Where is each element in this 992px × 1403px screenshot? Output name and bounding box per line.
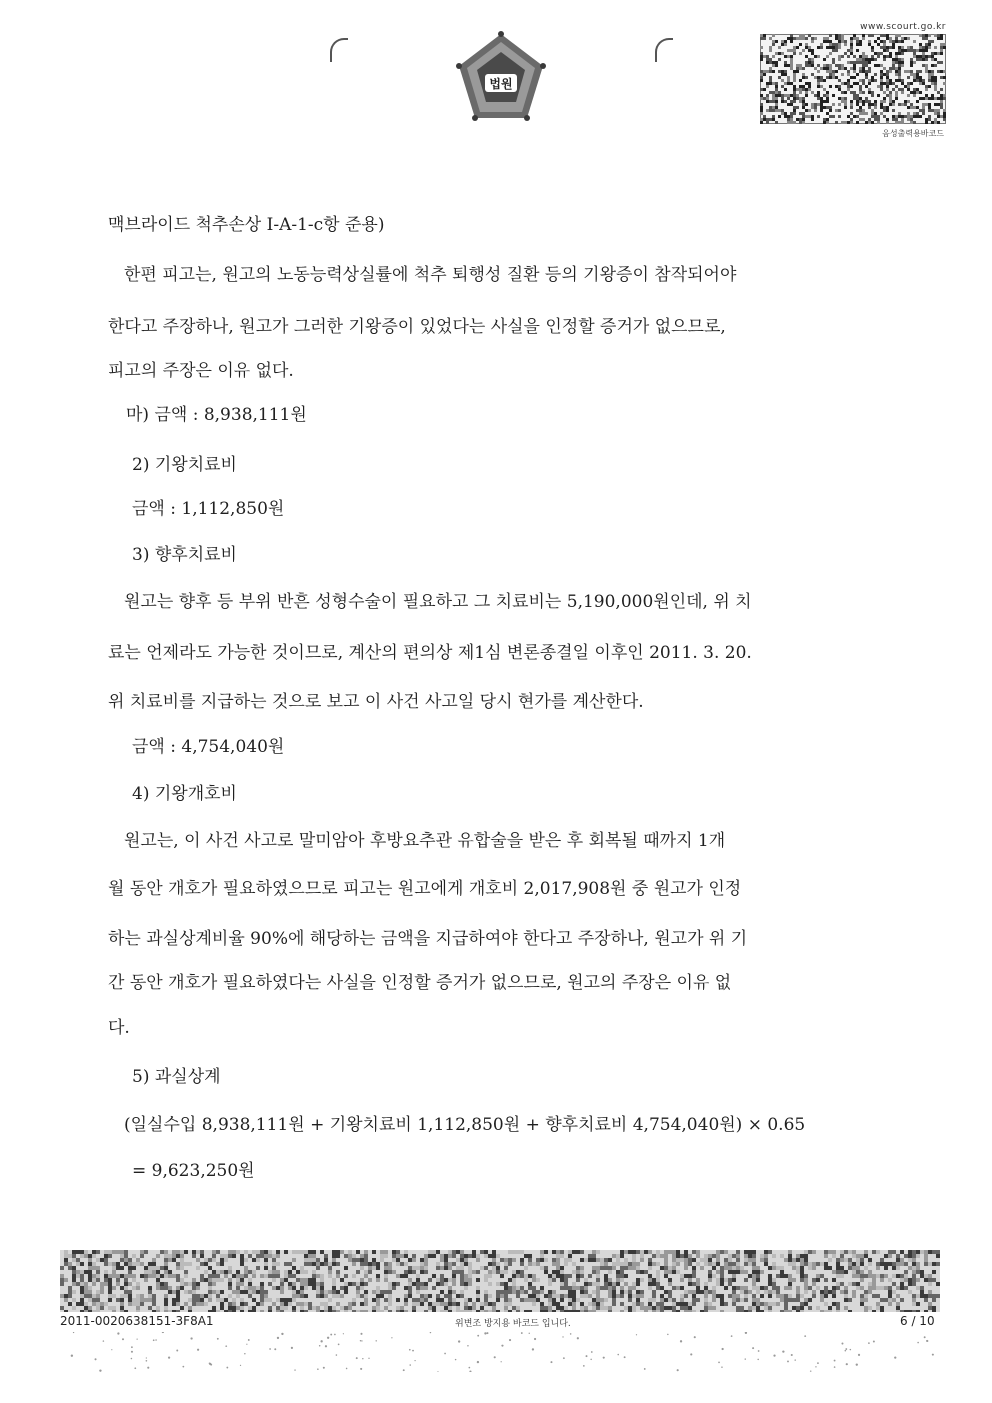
stamp-mark-right (655, 38, 673, 62)
text-line: 금액 : 4,754,040원 (132, 737, 285, 757)
text-line: 한다고 주장하나, 원고가 그러한 기왕증이 있었다는 사실을 인정할 증거가 없으므로, (108, 317, 726, 337)
anti-forgery-barcode-icon (60, 1250, 940, 1312)
emblem-text: 법원 (489, 77, 513, 91)
text-line: 하는 과실상계비율 90%에 해당하는 금액을 지급하여야 한다고 주장하나, 원고가 위 기 (108, 929, 748, 949)
text-line: (일실수입 8,938,111원 + 기왕치료비 1,112,850원 + 향후치료비 4,754,040원) × 0.65 (124, 1115, 806, 1135)
scan-noise (60, 1332, 940, 1372)
document-id: 2011-0020638151-3F8A1 (60, 1314, 214, 1328)
text-line: 간 동안 개호가 필요하였다는 사실을 인정할 증거가 없으므로, 원고의 주장은 이유 없 (108, 973, 732, 993)
text-line: 마) 금액 : 8,938,111원 (126, 405, 307, 425)
site-url: www.scourt.go.kr (860, 22, 946, 32)
text-line: 월 동안 개호가 필요하였으므로 피고는 원고에게 개호비 2,017,908원 중 원고가 인정 (108, 879, 742, 899)
text-line: 3) 향후치료비 (132, 545, 237, 565)
anti-forgery-notice: 위변조 방지용 바코드 입니다. (455, 1319, 571, 1329)
voice-barcode (760, 22, 946, 140)
text-line: 한편 피고는, 원고의 노동능력상실률에 척추 퇴행성 질환 등의 기왕증이 참작되어야 (124, 265, 737, 285)
text-line: 원고는, 이 사건 사고로 말미암아 후방요추관 유합술을 받은 후 회복될 때까지 1개 (124, 831, 726, 851)
text-line: 료는 언제라도 가능한 것이므로, 계산의 편의상 제1심 변론종결일 이후인 2011. 3. 20. (108, 643, 752, 663)
text-line: 4) 기왕개호비 (132, 784, 237, 804)
text-line: 다. (108, 1018, 130, 1038)
text-line: 5) 과실상계 (132, 1067, 221, 1087)
text-line: 피고의 주장은 이유 없다. (108, 361, 294, 381)
court-emblem-icon (455, 30, 547, 130)
text-line: 2) 기왕치료비 (132, 455, 237, 475)
text-line: 맥브라이드 척추손상 I-A-1-c항 준용) (108, 215, 385, 235)
text-line: = 9,623,250원 (132, 1161, 255, 1181)
stamp-mark-left (330, 38, 348, 62)
barcode-pattern-icon (760, 34, 946, 124)
text-line: 위 치료비를 지급하는 것으로 보고 이 사건 사고일 당시 현가를 계산한다. (108, 692, 644, 712)
barcode-caption: 음성출력용바코드 (882, 129, 944, 138)
text-line: 금액 : 1,112,850원 (132, 499, 285, 519)
page-indicator: 6 / 10 (900, 1314, 935, 1328)
text-line: 원고는 향후 등 부위 반흔 성형수술이 필요하고 그 치료비는 5,190,000원인데, 위 치 (124, 592, 752, 612)
